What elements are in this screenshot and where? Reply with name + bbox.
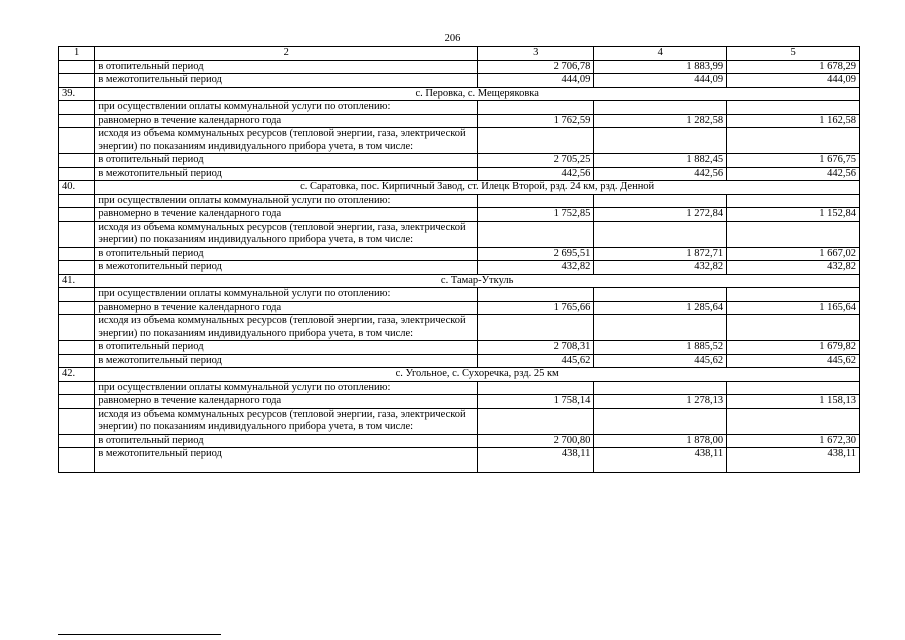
row-label: в отопительный период	[95, 247, 478, 261]
section-header-row	[59, 274, 860, 288]
value-cell: 2 700,80	[478, 434, 594, 448]
value-cell: 2 706,78	[478, 60, 594, 74]
value-cell	[727, 101, 860, 115]
value-cell: 445,62	[478, 354, 594, 368]
value-cell: 442,56	[727, 167, 860, 181]
num-cell	[59, 208, 95, 222]
row-label: исходя из объема коммунальных ресурсов (тепловой энергии, газа, электрической энергии) по показаниям индивидуального прибора учета, в том числе:	[95, 408, 478, 434]
row-label: при осуществлении оплаты коммунальной услуги по отоплению:	[95, 194, 478, 208]
table-row	[59, 114, 860, 128]
table-row	[59, 261, 860, 275]
value-cell	[727, 194, 860, 208]
row-label: исходя из объема коммунальных ресурсов (тепловой энергии, газа, электрической энергии) по показаниям индивидуального прибора учета, в том числе:	[95, 221, 478, 247]
value-cell	[594, 194, 727, 208]
row-label: в отопительный период	[95, 154, 478, 168]
tariff-table	[58, 46, 860, 473]
value-cell	[727, 408, 860, 434]
value-cell: 1 882,45	[594, 154, 727, 168]
num-cell	[59, 167, 95, 181]
section-number: 39.	[59, 87, 95, 101]
value-cell: 1 765,66	[478, 301, 594, 315]
row-label: в межотопительный период	[95, 354, 478, 368]
row-label: исходя из объема коммунальных ресурсов (тепловой энергии, газа, электрической энергии) по показаниям индивидуального прибора учета, в том числе:	[95, 128, 478, 154]
num-cell	[59, 315, 95, 341]
table-row	[59, 128, 860, 154]
value-cell: 1 883,99	[594, 60, 727, 74]
value-cell	[594, 381, 727, 395]
value-cell	[478, 128, 594, 154]
row-label: в межотопительный период	[95, 261, 478, 275]
table-row	[59, 301, 860, 315]
value-cell: 1 152,84	[727, 208, 860, 222]
header-cell: 2	[95, 47, 478, 61]
value-cell: 1 162,58	[727, 114, 860, 128]
num-cell	[59, 395, 95, 409]
table-row	[59, 354, 860, 368]
table-row	[59, 315, 860, 341]
table-row	[59, 221, 860, 247]
row-label: в отопительный период	[95, 60, 478, 74]
header-cell: 4	[594, 47, 727, 61]
num-cell	[59, 101, 95, 115]
num-cell	[59, 154, 95, 168]
value-cell: 1 158,13	[727, 395, 860, 409]
table-row	[59, 395, 860, 409]
table-row	[59, 341, 860, 355]
num-cell	[59, 408, 95, 434]
section-header-row	[59, 368, 860, 382]
row-label: в отопительный период	[95, 341, 478, 355]
row-label: исходя из объема коммунальных ресурсов (тепловой энергии, газа, электрической энергии) по показаниям индивидуального прибора учета, в том числе:	[95, 315, 478, 341]
value-cell: 1 679,82	[727, 341, 860, 355]
value-cell: 432,82	[478, 261, 594, 275]
row-label: равномерно в течение календарного года	[95, 114, 478, 128]
table-row	[59, 448, 860, 473]
value-cell: 445,62	[594, 354, 727, 368]
value-cell	[594, 221, 727, 247]
value-cell	[594, 288, 727, 302]
section-number: 40.	[59, 181, 95, 195]
table-row	[59, 60, 860, 74]
footnote-rule	[58, 634, 221, 635]
value-cell: 1 272,84	[594, 208, 727, 222]
value-cell	[727, 381, 860, 395]
value-cell	[727, 288, 860, 302]
num-cell	[59, 194, 95, 208]
value-cell: 444,09	[478, 74, 594, 88]
section-header-row	[59, 181, 860, 195]
header-row	[59, 47, 860, 61]
value-cell: 444,09	[727, 74, 860, 88]
value-cell	[478, 408, 594, 434]
value-cell	[727, 128, 860, 154]
num-cell	[59, 114, 95, 128]
value-cell: 432,82	[727, 261, 860, 275]
row-label: равномерно в течение календарного года	[95, 301, 478, 315]
row-label: равномерно в течение календарного года	[95, 208, 478, 222]
num-cell	[59, 128, 95, 154]
value-cell: 1 678,29	[727, 60, 860, 74]
value-cell: 442,56	[478, 167, 594, 181]
value-cell	[478, 381, 594, 395]
row-label: при осуществлении оплаты коммунальной услуги по отоплению:	[95, 101, 478, 115]
value-cell	[594, 101, 727, 115]
value-cell: 444,09	[594, 74, 727, 88]
page-number: 206	[444, 33, 461, 44]
table-row	[59, 381, 860, 395]
value-cell: 442,56	[594, 167, 727, 181]
header-cell: 5	[727, 47, 860, 61]
value-cell	[478, 288, 594, 302]
num-cell	[59, 74, 95, 88]
section-title: с. Угольное, с. Сухоречка, рзд. 25 км	[95, 368, 860, 382]
section-title: с. Перовка, с. Мещеряковка	[95, 87, 860, 101]
value-cell: 1 872,71	[594, 247, 727, 261]
row-label: при осуществлении оплаты коммунальной услуги по отоплению:	[95, 381, 478, 395]
value-cell: 2 708,31	[478, 341, 594, 355]
row-label: при осуществлении оплаты коммунальной услуги по отоплению:	[95, 288, 478, 302]
table-row	[59, 408, 860, 434]
table-row	[59, 247, 860, 261]
value-cell: 438,11	[478, 448, 594, 473]
num-cell	[59, 448, 95, 473]
section-number: 41.	[59, 274, 95, 288]
header-cell: 3	[478, 47, 594, 61]
value-cell	[594, 315, 727, 341]
table-row	[59, 208, 860, 222]
num-cell	[59, 354, 95, 368]
value-cell	[594, 408, 727, 434]
num-cell	[59, 301, 95, 315]
section-title: с. Тамар-Уткуль	[95, 274, 860, 288]
value-cell	[478, 194, 594, 208]
num-cell	[59, 221, 95, 247]
num-cell	[59, 381, 95, 395]
value-cell: 2 695,51	[478, 247, 594, 261]
table-row	[59, 194, 860, 208]
value-cell	[478, 101, 594, 115]
num-cell	[59, 261, 95, 275]
value-cell: 1 752,85	[478, 208, 594, 222]
value-cell	[478, 221, 594, 247]
value-cell: 438,11	[594, 448, 727, 473]
table-row	[59, 101, 860, 115]
table-row	[59, 154, 860, 168]
value-cell: 1 878,00	[594, 434, 727, 448]
header-cell: 1	[59, 47, 95, 61]
value-cell	[727, 221, 860, 247]
num-cell	[59, 288, 95, 302]
value-cell	[727, 315, 860, 341]
value-cell: 432,82	[594, 261, 727, 275]
table-row	[59, 434, 860, 448]
value-cell: 1 285,64	[594, 301, 727, 315]
value-cell: 1 676,75	[727, 154, 860, 168]
section-number: 42.	[59, 368, 95, 382]
section-header-row	[59, 87, 860, 101]
table-row	[59, 74, 860, 88]
table-row	[59, 167, 860, 181]
value-cell: 1 667,02	[727, 247, 860, 261]
value-cell: 1 885,52	[594, 341, 727, 355]
row-label: в межотопительный период	[95, 167, 478, 181]
value-cell: 2 705,25	[478, 154, 594, 168]
num-cell	[59, 434, 95, 448]
value-cell: 445,62	[727, 354, 860, 368]
value-cell	[478, 315, 594, 341]
section-title: с. Саратовка, пос. Кирпичный Завод, ст. Илецк Второй, рзд. 24 км, рзд. Денной	[95, 181, 860, 195]
row-label: в межотопительный период	[95, 448, 478, 473]
value-cell: 1 278,13	[594, 395, 727, 409]
value-cell: 1 282,58	[594, 114, 727, 128]
value-cell: 438,11	[727, 448, 860, 473]
num-cell	[59, 60, 95, 74]
table-row	[59, 288, 860, 302]
value-cell: 1 758,14	[478, 395, 594, 409]
num-cell	[59, 341, 95, 355]
row-label: равномерно в течение календарного года	[95, 395, 478, 409]
row-label: в межотопительный период	[95, 74, 478, 88]
value-cell: 1 672,30	[727, 434, 860, 448]
value-cell: 1 165,64	[727, 301, 860, 315]
value-cell	[594, 128, 727, 154]
value-cell: 1 762,59	[478, 114, 594, 128]
num-cell	[59, 247, 95, 261]
row-label: в отопительный период	[95, 434, 478, 448]
